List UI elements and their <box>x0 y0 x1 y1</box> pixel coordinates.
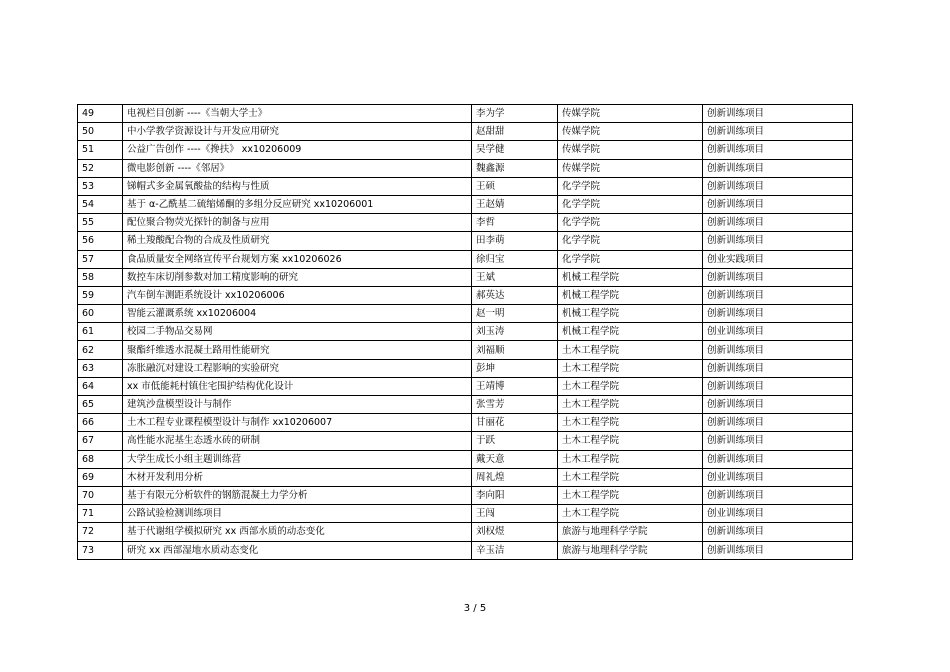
row-number-cell: 51 <box>78 141 123 159</box>
leader-cell: 赵一明 <box>472 305 558 323</box>
project-type-cell: 创新训练项目 <box>703 177 853 195</box>
project-type-cell: 创新训练项目 <box>703 432 853 450</box>
table-row <box>78 414 853 432</box>
project-name-cell: 电视栏目创新 ----《当朝大学士》 <box>123 105 472 123</box>
project-type-cell: 创新训练项目 <box>703 123 853 141</box>
project-type-cell: 创新训练项目 <box>703 396 853 414</box>
table-row <box>78 523 853 541</box>
table-row <box>78 468 853 486</box>
leader-cell: 张雪芳 <box>472 396 558 414</box>
college-cell: 机械工程学院 <box>558 286 703 304</box>
project-type-cell: 创业训练项目 <box>703 505 853 523</box>
college-cell: 机械工程学院 <box>558 268 703 286</box>
row-number-cell: 71 <box>78 505 123 523</box>
college-cell: 化学学院 <box>558 232 703 250</box>
college-cell: 土木工程学院 <box>558 359 703 377</box>
project-name-cell: 大学生成长小组主题训练营 <box>123 450 472 468</box>
project-name-cell: 建筑沙盘模型设计与制作 <box>123 396 472 414</box>
table-row <box>78 159 853 177</box>
row-number-cell: 72 <box>78 523 123 541</box>
college-cell: 土木工程学院 <box>558 468 703 486</box>
row-number-cell: 59 <box>78 286 123 304</box>
college-cell: 旅游与地理科学学院 <box>558 523 703 541</box>
row-number-cell: 49 <box>78 105 123 123</box>
college-cell: 土木工程学院 <box>558 377 703 395</box>
row-number-cell: 57 <box>78 250 123 268</box>
project-type-cell: 创新训练项目 <box>703 195 853 213</box>
project-type-cell: 创新训练项目 <box>703 159 853 177</box>
table-row <box>78 177 853 195</box>
project-name-cell: 木材开发利用分析 <box>123 468 472 486</box>
leader-cell: 王斌 <box>472 268 558 286</box>
project-name-cell: 聚酯纤维透水混凝土路用性能研究 <box>123 341 472 359</box>
table-row <box>78 232 853 250</box>
project-name-cell: 稀土羧酸配合物的合成及性质研究 <box>123 232 472 250</box>
leader-cell: 戴天意 <box>472 450 558 468</box>
project-name-cell: 校园二手物品交易网 <box>123 323 472 341</box>
leader-cell: 魏鑫源 <box>472 159 558 177</box>
leader-cell: 于跃 <box>472 432 558 450</box>
project-name-cell: 数控车床切削参数对加工精度影响的研究 <box>123 268 472 286</box>
table-row <box>78 341 853 359</box>
project-name-cell: 智能云灌溉系统 xx10206004 <box>123 305 472 323</box>
table-row <box>78 141 853 159</box>
project-name-cell: 公益广告创作 ----《搀扶》 xx10206009 <box>123 141 472 159</box>
project-name-cell: 公路试验检测训练项目 <box>123 505 472 523</box>
table-row <box>78 195 853 213</box>
project-name-cell: 微电影创新 ----《邻居》 <box>123 159 472 177</box>
project-name-cell: xx 市低能耗村镇住宅围护结构优化设计 <box>123 377 472 395</box>
leader-cell: 王赵婧 <box>472 195 558 213</box>
college-cell: 传媒学院 <box>558 123 703 141</box>
leader-cell: 周礼煌 <box>472 468 558 486</box>
table-row <box>78 305 853 323</box>
project-name-cell: 基于有限元分析软件的钢筋混凝土力学分析 <box>123 486 472 504</box>
project-type-cell: 创新训练项目 <box>703 414 853 432</box>
college-cell: 化学学院 <box>558 250 703 268</box>
table-row <box>78 268 853 286</box>
leader-cell: 郝英达 <box>472 286 558 304</box>
row-number-cell: 69 <box>78 468 123 486</box>
project-type-cell: 创业实践项目 <box>703 250 853 268</box>
project-type-cell: 创新训练项目 <box>703 105 853 123</box>
project-name-cell: 基于代谢组学模拟研究 xx 西部水质的动态变化 <box>123 523 472 541</box>
project-type-cell: 创新训练项目 <box>703 286 853 304</box>
college-cell: 传媒学院 <box>558 141 703 159</box>
row-number-cell: 63 <box>78 359 123 377</box>
row-number-cell: 64 <box>78 377 123 395</box>
project-table-body <box>78 105 853 560</box>
leader-cell: 王靖博 <box>472 377 558 395</box>
row-number-cell: 66 <box>78 414 123 432</box>
page-number: 3 / 5 <box>463 603 487 614</box>
table-row <box>78 359 853 377</box>
project-type-cell: 创新训练项目 <box>703 450 853 468</box>
row-number-cell: 70 <box>78 486 123 504</box>
project-type-cell: 创新训练项目 <box>703 232 853 250</box>
row-number-cell: 68 <box>78 450 123 468</box>
leader-cell: 赵甜甜 <box>472 123 558 141</box>
college-cell: 机械工程学院 <box>558 305 703 323</box>
project-type-cell: 创新训练项目 <box>703 268 853 286</box>
project-name-cell: 食品质量安全网络宣传平台规划方案 xx10206026 <box>123 250 472 268</box>
table-row <box>78 505 853 523</box>
row-number-cell: 56 <box>78 232 123 250</box>
row-number-cell: 61 <box>78 323 123 341</box>
leader-cell: 李为学 <box>472 105 558 123</box>
project-name-cell: 高性能水泥基生态透水砖的研制 <box>123 432 472 450</box>
table-row <box>78 450 853 468</box>
college-cell: 土木工程学院 <box>558 505 703 523</box>
leader-cell: 田李萌 <box>472 232 558 250</box>
leader-cell: 彭坤 <box>472 359 558 377</box>
project-type-cell: 创新训练项目 <box>703 141 853 159</box>
leader-cell: 刘权煜 <box>472 523 558 541</box>
project-type-cell: 创新训练项目 <box>703 214 853 232</box>
table-row <box>78 250 853 268</box>
project-name-cell: 冻胀融沉对建设工程影响的实验研究 <box>123 359 472 377</box>
project-name-cell: 汽车倒车测距系统设计 xx10206006 <box>123 286 472 304</box>
college-cell: 机械工程学院 <box>558 323 703 341</box>
table-row <box>78 286 853 304</box>
leader-cell: 王闯 <box>472 505 558 523</box>
project-type-cell: 创新训练项目 <box>703 359 853 377</box>
college-cell: 旅游与地理科学学院 <box>558 541 703 559</box>
leader-cell: 王硕 <box>472 177 558 195</box>
college-cell: 土木工程学院 <box>558 341 703 359</box>
project-name-cell: 研究 xx 西部湿地水质动态变化 <box>123 541 472 559</box>
college-cell: 传媒学院 <box>558 159 703 177</box>
project-name-cell: 土木工程专业课程模型设计与制作 xx10206007 <box>123 414 472 432</box>
row-number-cell: 65 <box>78 396 123 414</box>
leader-cell: 徐归宝 <box>472 250 558 268</box>
college-cell: 土木工程学院 <box>558 450 703 468</box>
college-cell: 土木工程学院 <box>558 486 703 504</box>
college-cell: 传媒学院 <box>558 105 703 123</box>
table-row <box>78 432 853 450</box>
project-type-cell: 创业训练项目 <box>703 323 853 341</box>
project-type-cell: 创新训练项目 <box>703 486 853 504</box>
table-row <box>78 105 853 123</box>
table-row <box>78 323 853 341</box>
table-row <box>78 486 853 504</box>
college-cell: 土木工程学院 <box>558 414 703 432</box>
row-number-cell: 60 <box>78 305 123 323</box>
college-cell: 土木工程学院 <box>558 432 703 450</box>
row-number-cell: 67 <box>78 432 123 450</box>
row-number-cell: 58 <box>78 268 123 286</box>
project-name-cell: 配位聚合物荧光探针的制备与应用 <box>123 214 472 232</box>
leader-cell: 李向阳 <box>472 486 558 504</box>
project-table <box>77 104 853 560</box>
row-number-cell: 62 <box>78 341 123 359</box>
leader-cell: 辛玉洁 <box>472 541 558 559</box>
table-row <box>78 123 853 141</box>
project-type-cell: 创新训练项目 <box>703 523 853 541</box>
project-type-cell: 创新训练项目 <box>703 377 853 395</box>
row-number-cell: 55 <box>78 214 123 232</box>
leader-cell: 刘福顺 <box>472 341 558 359</box>
leader-cell: 甘丽花 <box>472 414 558 432</box>
project-type-cell: 创新训练项目 <box>703 541 853 559</box>
row-number-cell: 50 <box>78 123 123 141</box>
table-row <box>78 396 853 414</box>
project-type-cell: 创业训练项目 <box>703 468 853 486</box>
table-row <box>78 377 853 395</box>
college-cell: 化学学院 <box>558 177 703 195</box>
leader-cell: 吴学健 <box>472 141 558 159</box>
project-type-cell: 创新训练项目 <box>703 341 853 359</box>
college-cell: 土木工程学院 <box>558 396 703 414</box>
leader-cell: 刘玉涛 <box>472 323 558 341</box>
row-number-cell: 73 <box>78 541 123 559</box>
college-cell: 化学学院 <box>558 195 703 213</box>
row-number-cell: 54 <box>78 195 123 213</box>
table-row <box>78 541 853 559</box>
table-row <box>78 214 853 232</box>
project-type-cell: 创新训练项目 <box>703 305 853 323</box>
project-name-cell: 基于 α-乙酰基二硫缩烯酮的多组分反应研究 xx10206001 <box>123 195 472 213</box>
college-cell: 化学学院 <box>558 214 703 232</box>
leader-cell: 李哲 <box>472 214 558 232</box>
project-name-cell: 锑帽式多金属氧酸盐的结构与性质 <box>123 177 472 195</box>
row-number-cell: 53 <box>78 177 123 195</box>
project-name-cell: 中小学教学资源设计与开发应用研究 <box>123 123 472 141</box>
row-number-cell: 52 <box>78 159 123 177</box>
